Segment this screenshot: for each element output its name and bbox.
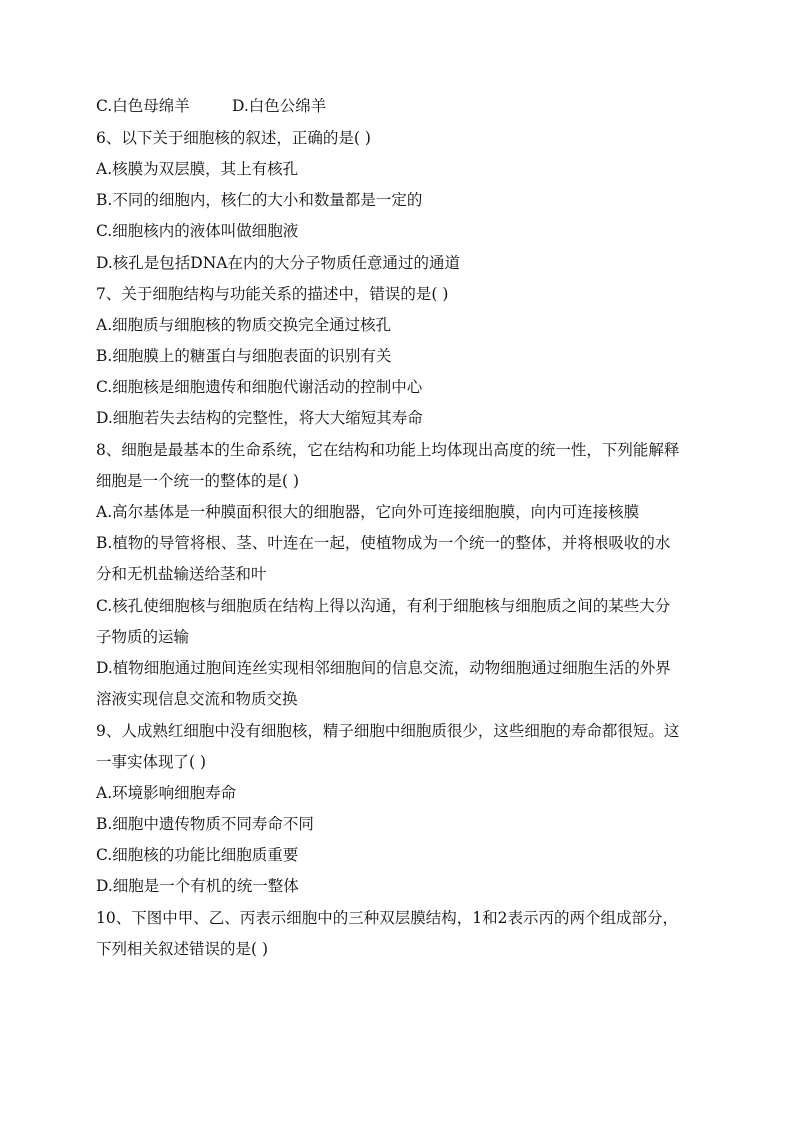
q9-option-c: C.细胞核的功能比细胞质重要	[96, 846, 299, 864]
q8-option-b-line2: 分和无机盐输送给茎和叶	[96, 565, 267, 583]
q8-option-c-line2: 子物质的运输	[96, 628, 190, 646]
q8-option-d-line1: D.植物细胞通过胞间连丝实现相邻细胞间的信息交流，动物细胞通过细胞生活的外界	[96, 659, 671, 677]
q8-option-c-line1: C.核孔使细胞核与细胞质在结构上得以沟通，有利于细胞核与细胞质之间的某些大分	[96, 597, 671, 615]
q7-stem: 7、关于细胞结构与功能关系的描述中，错误的是( )	[96, 285, 449, 303]
q8-option-d-line2: 溶液实现信息交流和物质交换	[96, 690, 298, 708]
q9-option-d: D.细胞是一个有机的统一整体	[96, 877, 299, 895]
q6-stem: 6、以下关于细胞核的叙述，正确的是( )	[96, 129, 371, 147]
q7-option-b: B.细胞膜上的糖蛋白与细胞表面的识别有关	[96, 347, 392, 365]
q6-option-d: D.核孔是包括DNA在内的大分子物质任意通过的通道	[96, 254, 460, 272]
q9-option-b: B.细胞中遗传物质不同寿命不同	[96, 815, 314, 833]
q8-stem-line2: 细胞是一个统一的整体的是( )	[96, 472, 300, 490]
q5-option-d: D.白色公绵羊	[232, 97, 327, 115]
q9-stem-line1: 9、人成熟红细胞中没有细胞核，精子细胞中细胞质很少，这些细胞的寿命都很短。这	[96, 722, 680, 740]
q8-option-b-line1: B.植物的导管将根、茎、叶连在一起，使植物成为一个统一的整体，并将根吸收的水	[96, 534, 671, 552]
q8-option-a: A.高尔基体是一种膜面积很大的细胞器，它向外可连接细胞膜，向内可连接核膜	[96, 503, 640, 521]
q10-stem-line1: 10、下图中甲、乙、丙表示细胞中的三种双层膜结构，1和2表示丙的两个组成部分，	[96, 909, 678, 927]
q9-stem-line2: 一事实体现了( )	[96, 753, 207, 771]
q7-option-d: D.细胞若失去结构的完整性，将大大缩短其寿命	[96, 409, 423, 427]
q8-stem-line1: 8、细胞是最基本的生命系统，它在结构和功能上均体现出高度的统一性，下列能解释	[96, 441, 680, 459]
q6-option-c: C.细胞核内的液体叫做细胞液	[96, 222, 299, 240]
q7-option-c: C.细胞核是细胞遗传和细胞代谢活动的控制中心	[96, 378, 423, 396]
q7-option-a: A.细胞质与细胞核的物质交换完全通过核孔	[96, 316, 392, 334]
q9-option-a: A.环境影响细胞寿命	[96, 784, 237, 802]
q6-option-b: B.不同的细胞内，核仁的大小和数量都是一定的	[96, 191, 423, 209]
q6-option-a: A.核膜为双层膜，其上有核孔	[96, 160, 299, 178]
question-5-options	[96, 96, 706, 116]
q5-option-c: C.白色母绵羊	[96, 97, 190, 115]
q10-stem-line2: 下列相关叙述错误的是( )	[96, 940, 269, 958]
